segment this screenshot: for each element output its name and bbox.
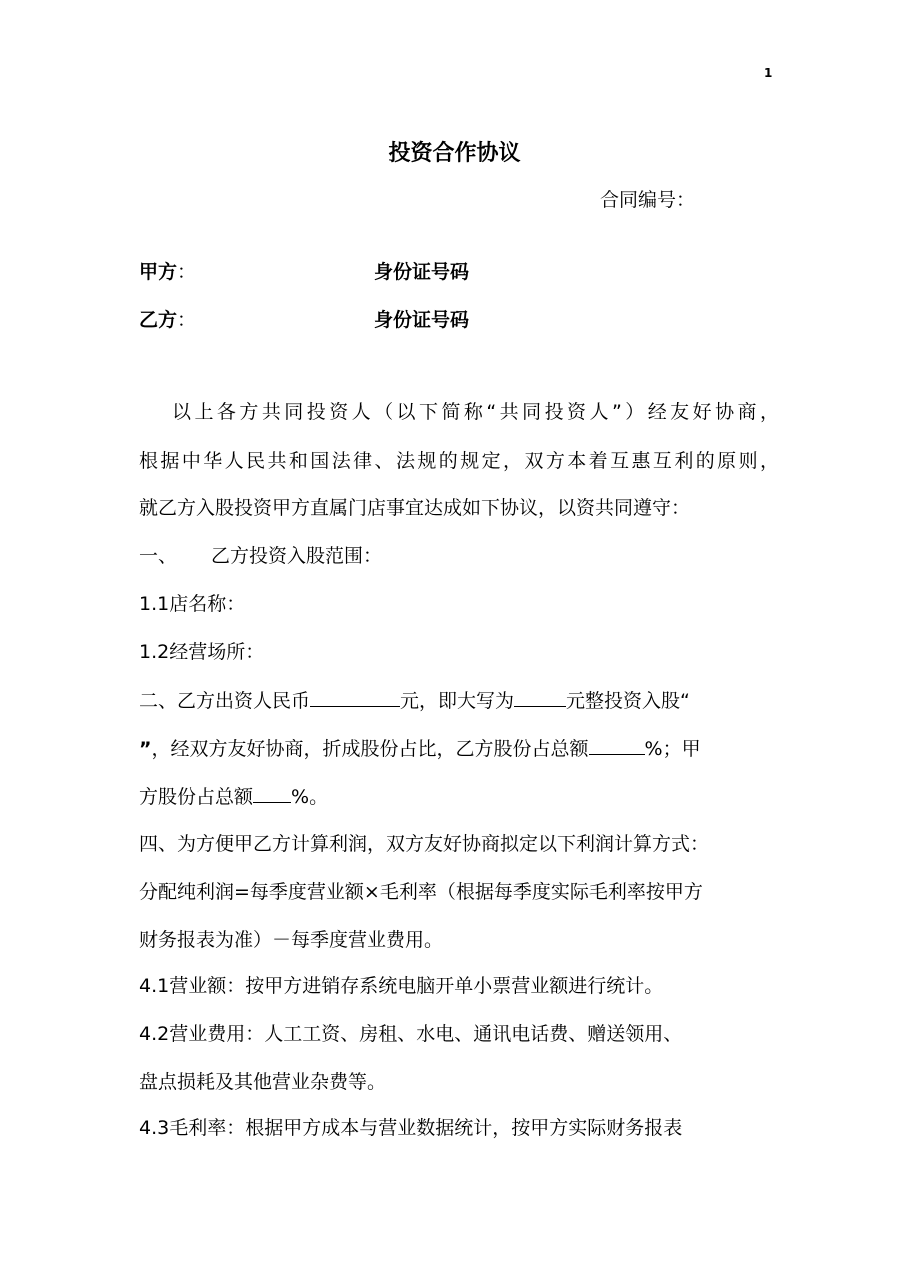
section-2-close-quote: ” xyxy=(139,738,152,760)
section-2-text-h: %。 xyxy=(291,786,329,808)
party-b-id-label: 身份证号码 xyxy=(374,309,470,331)
section-4-line-1: 四、为方便甲乙方计算利润，双方友好协商拟定以下利润计算方式： xyxy=(139,833,710,855)
section-2-line-1 xyxy=(139,688,779,713)
party-b-name: 乙方 xyxy=(139,309,178,331)
item-4-2-line-1: 4.2营业费用：人工工资、房租、水电、通讯电话费、赠送领用、 xyxy=(139,1023,683,1045)
intro-line-1: 以上各方共同投资人（以下简称“共同投资人”）经友好协商， xyxy=(172,401,779,423)
section-4-line-3: 财务报表为准）－每季度营业费用。 xyxy=(139,929,444,951)
section-2-text-c: 元整投资入股“ xyxy=(566,690,690,712)
section-1-title: 乙方投资入股范围： xyxy=(211,545,383,567)
page-number: 1 xyxy=(764,66,773,80)
amount-words-blank xyxy=(514,688,566,707)
item-1-1: 1.1店名称： xyxy=(139,593,246,615)
section-1-heading xyxy=(139,544,779,568)
party-a-name: 甲方 xyxy=(139,261,178,283)
party-b-label xyxy=(139,305,196,332)
item-4-3: 4.3毛利率：根据甲方成本与营业数据统计，按甲方实际财务报表 xyxy=(139,1117,683,1139)
item-1-2: 1.2经营场所： xyxy=(139,641,265,663)
section-2-text-f: %；甲 xyxy=(644,738,701,760)
section-2-line-3 xyxy=(139,784,779,809)
section-4-line-2: 分配纯利润=每季度营业额×毛利率（根据每季度实际毛利率按甲方 xyxy=(139,881,703,903)
section-2-text-g: 方股份占总额 xyxy=(139,786,254,808)
item-4-2-line-2: 盘点损耗及其他营业杂费等。 xyxy=(139,1071,387,1093)
party-b-colon: ： xyxy=(177,309,197,331)
party-a-id-label: 身份证号码 xyxy=(374,261,470,283)
party-a-label xyxy=(139,257,196,284)
contract-number-label: 合同编号： xyxy=(600,189,696,211)
document-title: 投资合作协议 xyxy=(388,141,521,166)
amount-blank xyxy=(310,688,400,707)
intro-line-3: 就乙方入股投资甲方直属门店事宜达成如下协议，以资共同遵守： xyxy=(139,497,691,519)
section-1-number: 一、 xyxy=(139,545,178,567)
section-2-text-e: ，经双方友好协商，折成股份占比，乙方股份占总额 xyxy=(151,738,589,760)
party-a-share-blank xyxy=(253,784,291,803)
section-2-text-b: 元，即大写为 xyxy=(400,690,515,712)
item-4-1: 4.1营业额：按甲方进销存系统电脑开单小票营业额进行统计。 xyxy=(139,975,664,997)
intro-line-2: 根据中华人民共和国法律、法规的规定，双方本着互惠互利的原则， xyxy=(139,450,779,472)
party-b-share-blank xyxy=(589,736,645,755)
section-2-text-a: 二、乙方出资人民币 xyxy=(139,690,311,712)
party-a-colon: ： xyxy=(177,261,197,283)
section-2-line-2 xyxy=(139,736,779,761)
